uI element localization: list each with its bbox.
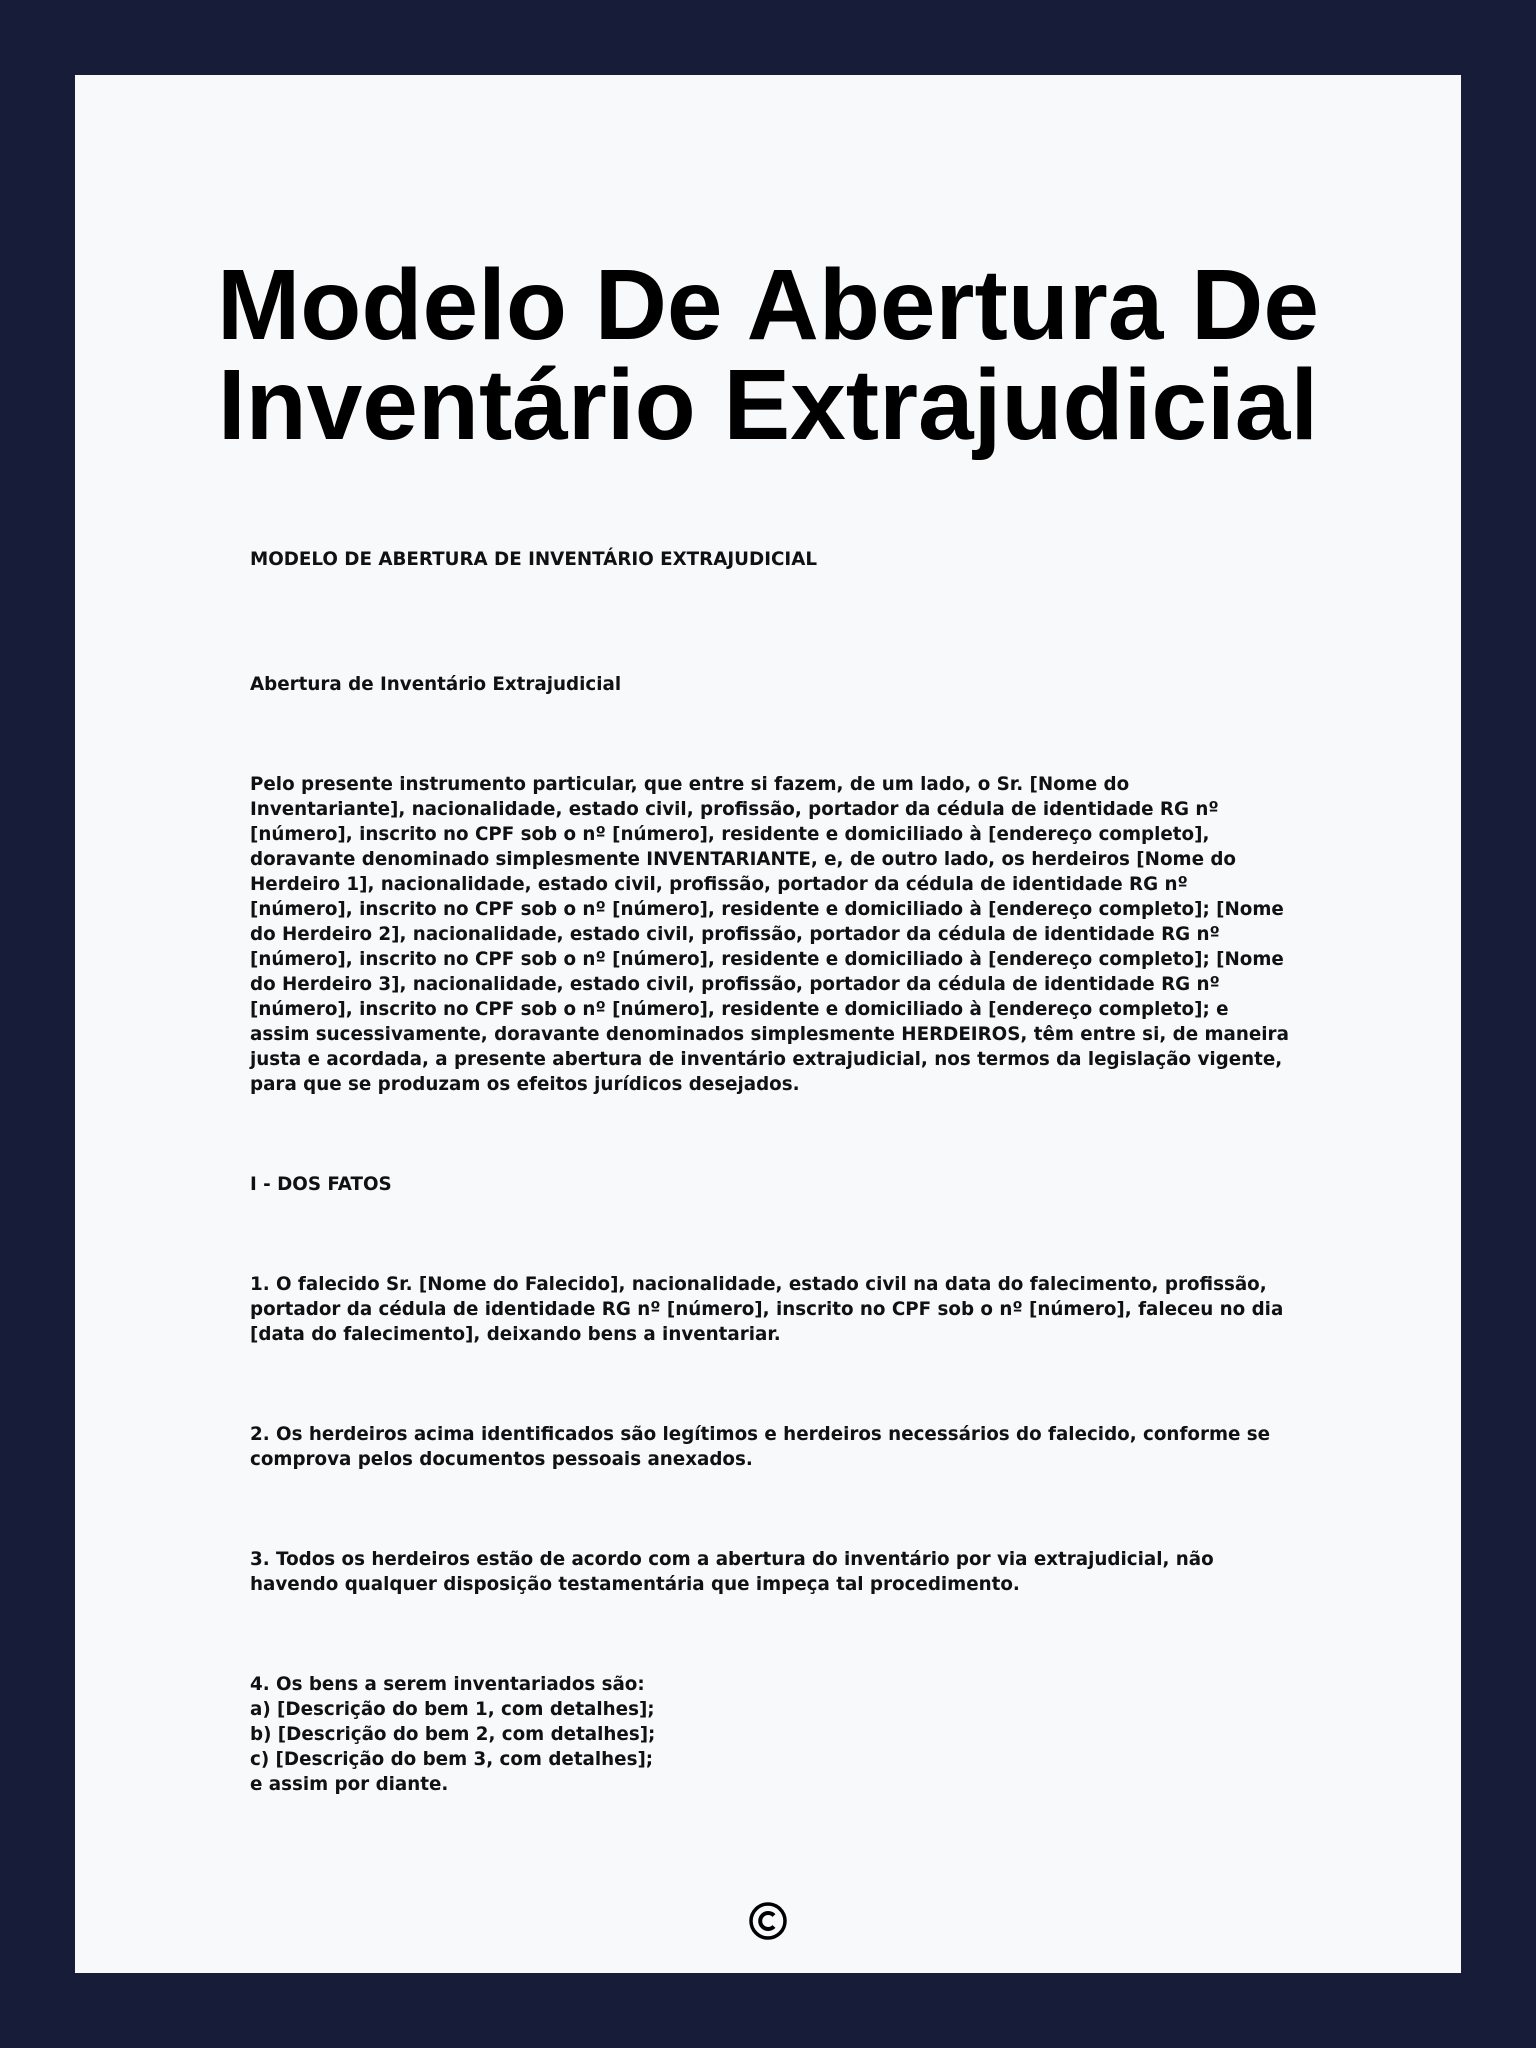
document-title (135, 249, 1401, 461)
fact-item-1: 1. O falecido Sr. [Nome do Falecido], nacionalidade, estado civil na data do falecimento, profissão, portador da cédula de identidade RG nº [número], inscrito no CPF sob o nº [número], faleceu no dia [data do falecimento], deixando bens a inventariar. (250, 1274, 1284, 1345)
asset-list-item: b) [Descrição do bem 2, com detalhes]; (250, 1724, 656, 1745)
asset-list-item: e assim por diante. (250, 1774, 449, 1795)
asset-list-item: c) [Descrição do bem 3, com detalhes]; (250, 1749, 654, 1770)
document-body (250, 547, 1290, 1797)
document-page (75, 75, 1461, 1973)
footer (75, 1901, 1461, 1946)
section-heading: I - DOS FATOS (250, 1174, 392, 1195)
intro-paragraph: Pelo presente instrumento particular, que entre si fazem, de um lado, o Sr. [Nome do Inventariante], nacionalidade, estado civil, profissão, portador da cédula de identidade RG nº [número], inscrito no CPF sob o nº [número], residente e domiciliado à [endereço completo], doravante denominado simplesmente INVENTARIANTE, e, de outro lado, os herdeiros [Nome do Herdeiro 1], nacionalidade, estado civil, profissão, portador da cédula de identidade RG nº [número], inscrito no CPF sob o nº [número], residente e domiciliado à [endereço completo]; [Nome do Herdeiro 2], nacionalidade, estado civil, profissão, portador da cédula de identidade RG nº [número], inscrito no CPF sob o nº [número], residente e domiciliado à [endereço completo]; [Nome do Herdeiro 3], nacionalidade, estado civil, profissão, portador da cédula de identidade RG nº [número], inscrito no CPF sob o nº [número], residente e domiciliado à [endereço completo]; e assim sucessivamente, doravante denominados simplesmente HERDEIROS, têm entre si, de maneira justa e acordada, a presente abertura de inventário extrajudicial, nos termos da legislação vigente, para que se produzam os efeitos jurídicos desejados. (250, 774, 1289, 1095)
asset-list (250, 1697, 1290, 1797)
copyright-icon (748, 1901, 788, 1941)
asset-list-item: a) [Descrição do bem 1, com detalhes]; (250, 1699, 655, 1720)
main-heading: MODELO DE ABERTURA DE INVENTÁRIO EXTRAJUDICIAL (250, 549, 818, 570)
document-title-line-1: Modelo De Abertura De (216, 249, 1319, 361)
document-title-line-2: Inventário Extrajudicial (217, 349, 1319, 461)
fact-item-2: 2. Os herdeiros acima identificados são legítimos e herdeiros necessários do falecido, conforme se comprova pelos documentos pessoais anexados. (250, 1424, 1271, 1470)
fact-item-4-intro: 4. Os bens a serem inventariados são: (250, 1674, 645, 1695)
sub-heading: Abertura de Inventário Extrajudicial (250, 674, 622, 695)
fact-item-3: 3. Todos os herdeiros estão de acordo com a abertura do inventário por via extrajudicial, não havendo qualquer disposição testamentária que impeça tal procedimento. (250, 1549, 1214, 1595)
fact-item-4 (250, 1672, 1290, 1797)
